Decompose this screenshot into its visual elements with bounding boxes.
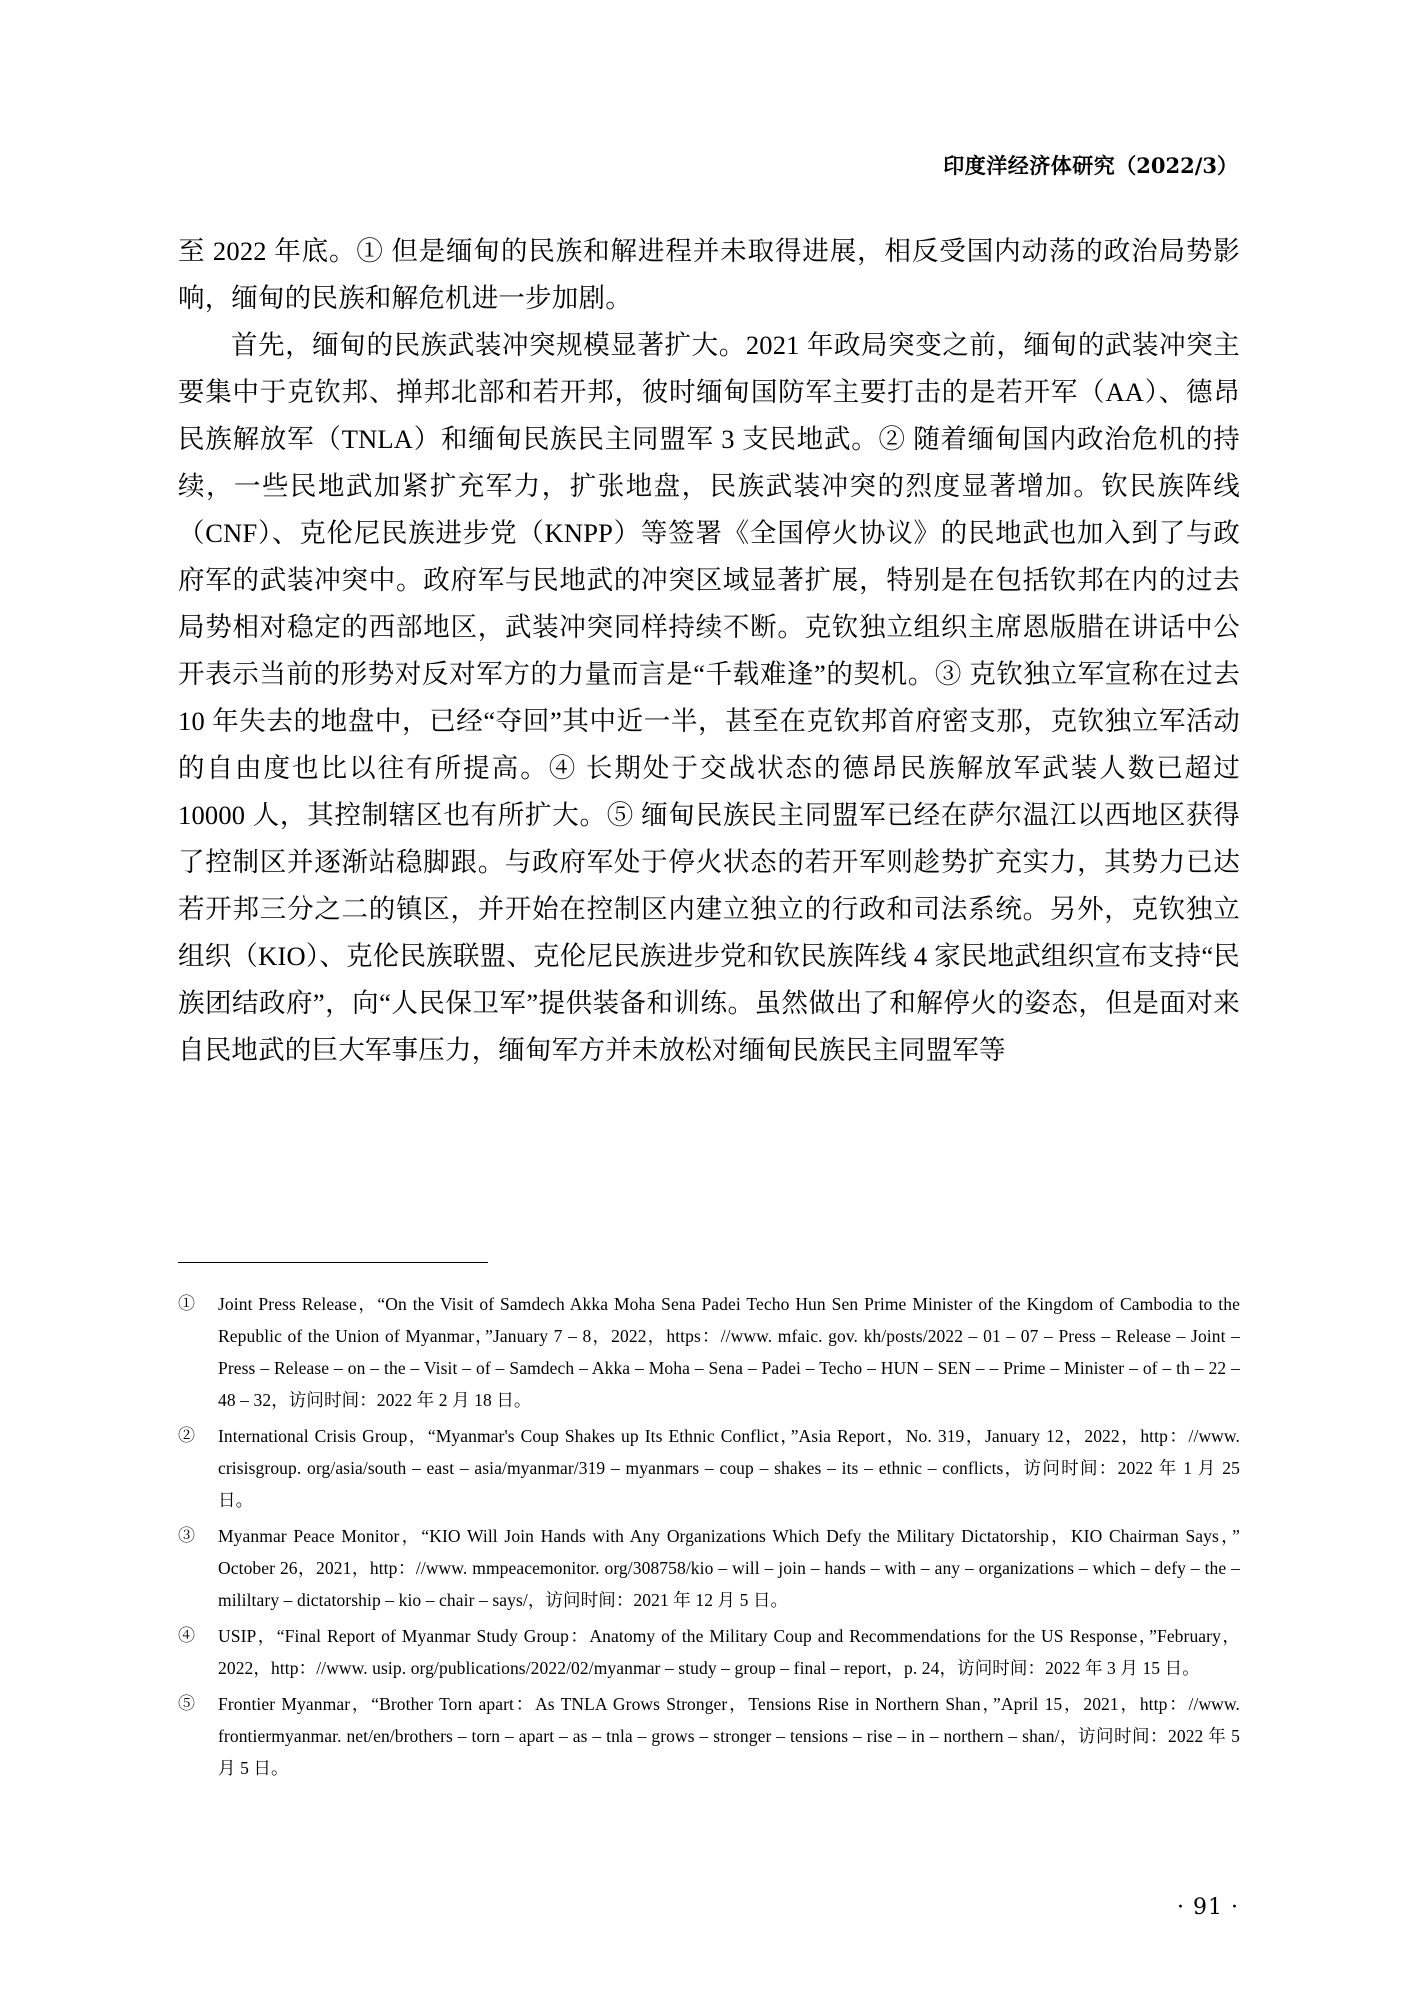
- footnote-separator: [178, 1262, 488, 1263]
- footnote-text: USIP，“Final Report of Myanmar Study Group：Anatomy of the Military Coup and Recommendations for the US Response，”February，2022，http：//www. usip. org/publications/2022/02/myanmar – study – group – final – report，p. 24，访问时间：2022 年 3 月 15 日。: [218, 1626, 1240, 1678]
- footnote-text: Joint Press Release，“On the Visit of Samdech Akka Moha Sena Padei Techo Hun Sen Prime Minister of the Kingdom of Cambodia to the Republic of the Union of Myanmar，”January 7 – 8，2022，https：//www. mfaic. gov. kh/posts/2022 – 01 – 07 – Press – Release – Joint – Press – Release – on – the – Visit – of – Samdech – Akka – Moha – Sena – Padei – Techo – HUN – SEN – – Prime – Minister – of – th – 22 – 48 – 32，访问时间：2022 年 2 月 18 日。: [218, 1294, 1240, 1410]
- footnote-marker: ①: [178, 1294, 195, 1314]
- footnote-marker: ②: [178, 1426, 195, 1446]
- footnote-list: [178, 1288, 1240, 1788]
- footnote-marker: ④: [178, 1626, 195, 1646]
- footnote-text: Frontier Myanmar，“Brother Torn apart：As TNLA Grows Stronger，Tensions Rise in Northern Shan，”April 15，2021，http：//www. frontiermyanmar. net/en/brothers – torn – apart – as – tnla – grows – stronger – tensions – rise – in – northern – shan/，访问时间：2022 年 5 月 5 日。: [218, 1694, 1240, 1778]
- paragraph-1: 至 2022 年底。① 但是缅甸的民族和解进程并未取得进展，相反受国内动荡的政治局势影响，缅甸的民族和解危机进一步加剧。: [178, 236, 1240, 313]
- footnote-marker: ③: [178, 1526, 195, 1546]
- journal-title: 印度洋经济体研究: [943, 153, 1116, 178]
- issue-label: （2022/3）: [1115, 153, 1238, 178]
- footnote-item: [178, 1288, 1240, 1416]
- body-text: [178, 228, 1240, 1074]
- footnote-item: [178, 1620, 1240, 1684]
- paragraph-2: 首先，缅甸的民族武装冲突规模显著扩大。2021 年政局突变之前，缅甸的武装冲突主要集中于克钦邦、掸邦北部和若开邦，彼时缅甸国防军主要打击的是若开军（AA）、德昂民族解放军（TNLA）和缅甸民族民主同盟军 3 支民地武。② 随着缅甸国内政治危机的持续，一些民地武加紧扩充军力，扩张地盘，民族武装冲突的烈度显著增加。钦民族阵线（CNF）、克伦尼民族进步党（KNPP）等签署《全国停火协议》的民地武也加入到了与政府军的武装冲突中。政府军与民地武的冲突区域显著扩展，特别是在包括钦邦在内的过去局势相对稳定的西部地区，武装冲突同样持续不断。克钦独立组织主席恩版腊在讲话中公开表示当前的形势对反对军方的力量而言是“千载难逢”的契机。③ 克钦独立军宣称在过去 10 年失去的地盘中，已经“夺回”其中近一半，甚至在克钦邦首府密支那，克钦独立军活动的自由度也比以往有所提高。④ 长期处于交战状态的德昂民族解放军武装人数已超过 10000 人，其控制辖区也有所扩大。⑤ 缅甸民族民主同盟军已经在萨尔温江以西地区获得了控制区并逐渐站稳脚跟。与政府军处于停火状态的若开军则趁势扩充实力，其势力已达若开邦三分之二的镇区，并开始在控制区内建立独立的行政和司法系统。另外，克钦独立组织（KIO）、克伦民族联盟、克伦尼民族进步党和钦民族阵线 4 家民地武组织宣布支持“民族团结政府”，向“人民保卫军”提供装备和训练。虽然做出了和解停火的姿态，但是面对来自民地武的巨大军事压力，缅甸军方并未放松对缅甸民族民主同盟军等: [178, 330, 1240, 1065]
- footnote-marker: ⑤: [178, 1694, 195, 1714]
- footnote-text: Myanmar Peace Monitor，“KIO Will Join Hands with Any Organizations Which Defy the Military Dictatorship，KIO Chairman Says，”October 26，2021，http：//www. mmpeacemonitor. org/308758/kio – will – join – hands – with – any – organizations – which – defy – the – mililtary – dictatorship – kio – chair – says/，访问时间：2021 年 12 月 5 日。: [218, 1526, 1240, 1610]
- page-number: · 91 ·: [1177, 1895, 1239, 1920]
- footnote-item: [178, 1420, 1240, 1516]
- footnote-item: [178, 1520, 1240, 1616]
- page-content: [178, 150, 1240, 1074]
- running-head: [178, 150, 1240, 180]
- footnote-item: [178, 1688, 1240, 1784]
- footnote-text: International Crisis Group，“Myanmar's Coup Shakes up Its Ethnic Conflict，”Asia Report，No. 319，January 12，2022，http：//www. crisisgroup. org/asia/south – east – asia/myanmar/319 – myanmars – coup – shakes – its – ethnic – conflicts，访问时间：2022 年 1 月 25 日。: [218, 1426, 1240, 1510]
